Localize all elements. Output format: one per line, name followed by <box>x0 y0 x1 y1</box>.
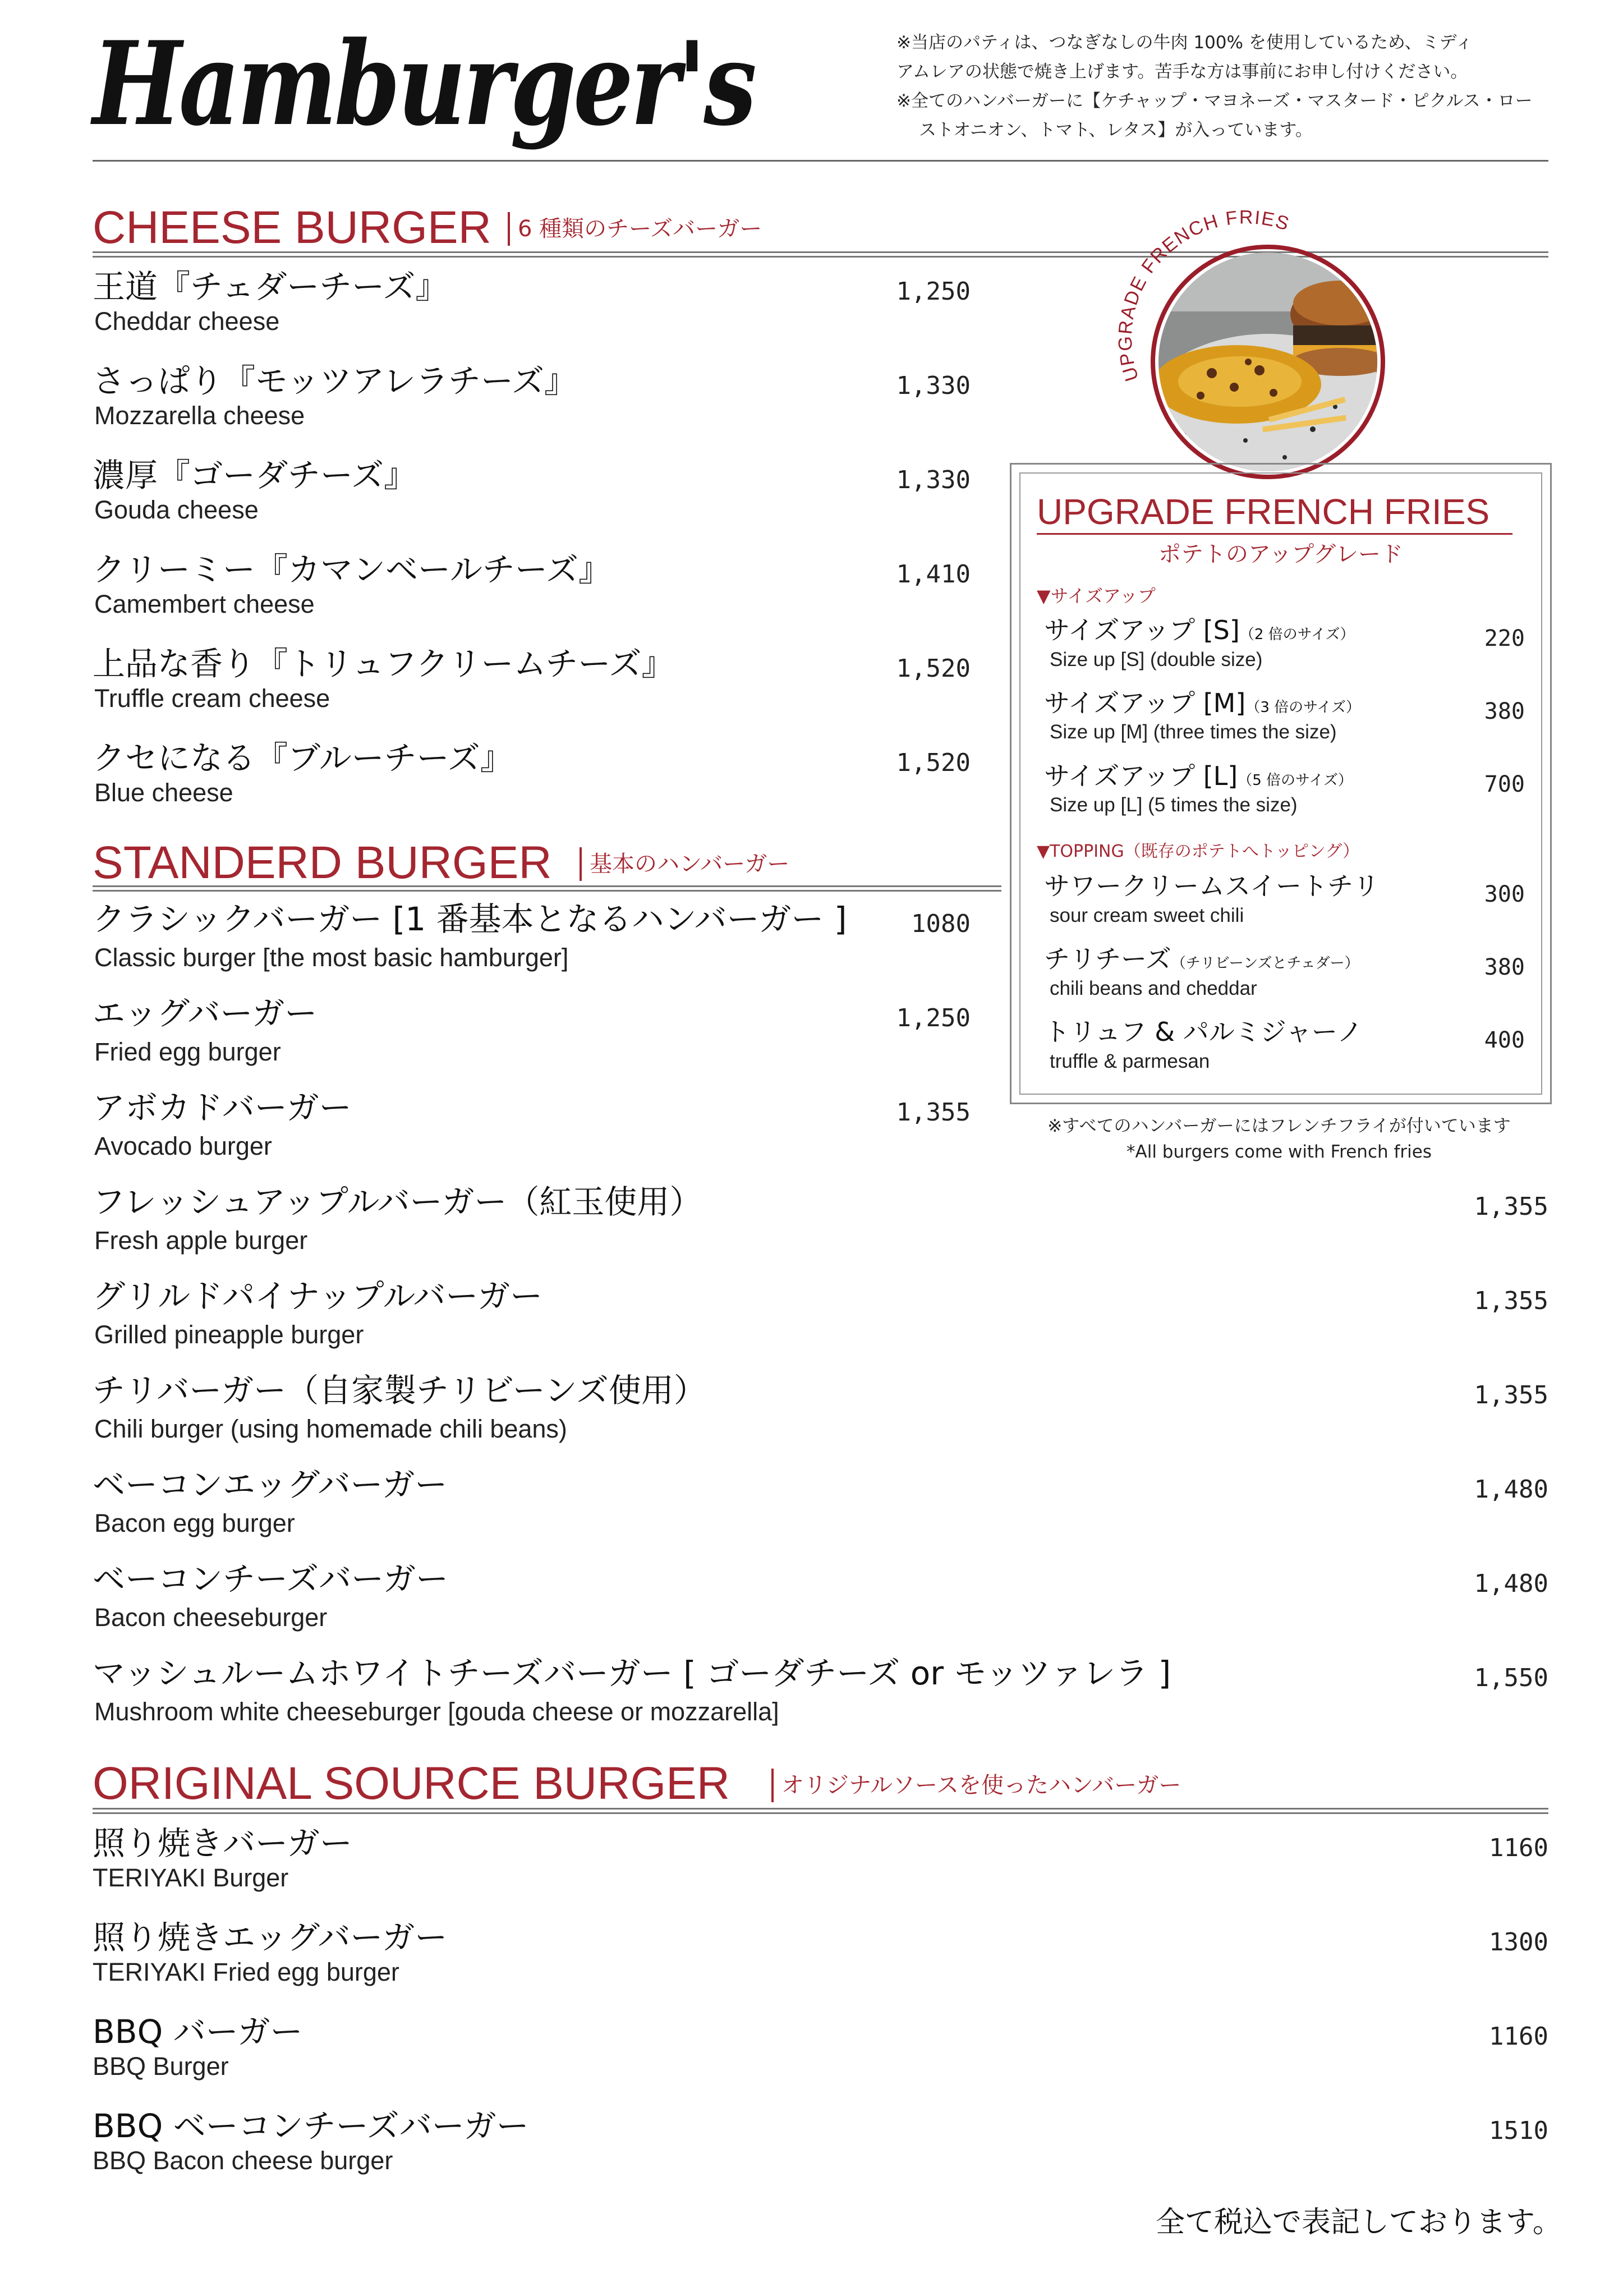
size-item-name: サイズアップ [L]（5 倍のサイズ） <box>1044 761 1353 791</box>
menu-item-price: 1160 <box>1489 2022 1548 2051</box>
topping-item-english: truffle & parmesan <box>1050 1050 1210 1072</box>
menu-item-name: 王道『チェダーチーズ』 <box>93 268 448 306</box>
size-item-english: Size up [M] (three times the size) <box>1050 721 1337 743</box>
menu-item-english: Bacon cheeseburger <box>94 1603 328 1632</box>
size-item-price: 380 <box>1484 699 1525 724</box>
menu-item-english: BBQ Bacon cheese burger <box>93 2146 393 2175</box>
topping-item-name: チリチーズ（チリビーンズとチェダー） <box>1044 944 1359 974</box>
menu-item-name: BBQ バーガー <box>93 2013 303 2051</box>
menu-item-price: 1,355 <box>1474 1381 1548 1409</box>
menu-item-english: Bacon egg burger <box>94 1509 295 1537</box>
note-line: アムレアの状態で焼き上げます。苦手な方は事前にお申し付けください。 <box>896 62 1468 82</box>
menu-item-name: フレッシュアップルバーガー（紅玉使用） <box>93 1183 702 1221</box>
upgrade-title: UPGRADE FRENCH FRIES <box>1037 492 1490 532</box>
menu-item-name: エッグバーガー <box>93 994 318 1032</box>
fries-footnote-en: *All burgers come with French fries <box>1127 1142 1432 1162</box>
header-divider <box>93 160 1548 162</box>
menu-item-price: 1,480 <box>1474 1475 1548 1504</box>
menu-item-english: Classic burger [the most basic hamburger] <box>94 943 569 972</box>
menu-item-name: 照り焼きエッグバーガー <box>93 1918 448 1957</box>
topping-item-english: chili beans and cheddar <box>1050 977 1257 999</box>
menu-item-english: Mushroom white cheeseburger [gouda cheese or mozzarella] <box>94 1697 779 1726</box>
section-title-cheese: CHEESE BURGER <box>93 202 491 253</box>
menu-item-name: マッシュルームホワイトチーズバーガー [ ゴーダチーズ or モッツァレラ ] <box>93 1654 1171 1692</box>
menu-item-price: 1080 <box>911 910 971 938</box>
menu-item-price: 1,480 <box>1474 1569 1548 1598</box>
size-item-price: 220 <box>1484 626 1525 651</box>
upgrade-subtitle: ポテトのアップグレード <box>1158 541 1403 567</box>
menu-item-name: チリバーガー（自家製チリビーンズ使用） <box>93 1371 706 1409</box>
menu-item-price: 1160 <box>1489 1834 1548 1862</box>
menu-item-name: ベーコンエッグバーガー <box>93 1466 448 1504</box>
section-title-original: ORIGINAL SOURCE BURGER <box>93 1758 730 1809</box>
tax-note: 全て税込で表記しております。 <box>1156 2206 1562 2239</box>
section-subtitle-standard: 基本のハンバーガー <box>580 847 789 881</box>
menu-item-price: 1,355 <box>896 1098 971 1127</box>
menu-item-price: 1,550 <box>1474 1664 1548 1692</box>
menu-item-price: 1,330 <box>896 371 971 400</box>
size-item-english: Size up [S] (double size) <box>1050 649 1263 671</box>
note-line: ※当店のパティは、つなぎなしの牛肉 100% を使用しているため、ミディ <box>896 33 1473 53</box>
menu-item-english: TERIYAKI Burger <box>93 1863 289 1892</box>
menu-item-english: Grilled pineapple burger <box>94 1320 364 1349</box>
menu-item-name: 濃厚『ゴーダチーズ』 <box>93 456 417 494</box>
menu-item-name: ベーコンチーズバーガー <box>93 1560 448 1598</box>
menu-item-name: アボカドバーガー <box>93 1089 352 1127</box>
topping-heading: ▼TOPPING（既存のポテトへトッピング） <box>1037 842 1360 861</box>
upgrade-title-underline <box>1037 533 1512 535</box>
menu-item-name: 照り焼きバーガー <box>93 1824 352 1862</box>
size-item-name: サイズアップ [M]（3 倍のサイズ） <box>1044 688 1361 718</box>
menu-item-price: 1,355 <box>1474 1287 1548 1315</box>
menu-item-price: 1,250 <box>896 1004 971 1032</box>
menu-item-price: 1,355 <box>1474 1192 1548 1221</box>
size-item-name: サイズアップ [S]（2 倍のサイズ） <box>1044 615 1355 645</box>
topping-item-name: サワークリームスイートチリ <box>1044 871 1380 901</box>
menu-item-price: 1,520 <box>896 654 971 683</box>
menu-item-english: Mozzarella cheese <box>94 401 305 430</box>
section-subtitle-cheese: 6 種類のチーズバーガー <box>508 212 762 246</box>
curved-label: UPGRADE FRENCH FRIES <box>1114 206 1293 384</box>
menu-item-name: クセになる『ブルーチーズ』 <box>93 739 513 777</box>
menu-item-name: BBQ ベーコンチーズバーガー <box>93 2107 529 2145</box>
menu-item-price: 1,410 <box>896 560 971 589</box>
header-notes <box>896 28 1558 145</box>
burger-photo <box>1100 194 1391 485</box>
menu-item-english: Cheddar cheese <box>94 307 280 336</box>
section-title-standard: STANDERD BURGER <box>93 837 552 888</box>
topping-item-price: 380 <box>1484 954 1525 980</box>
menu-item-name: クラシックバーガー [1 番基本となるハンバーガー ] <box>93 900 847 938</box>
size-heading: ▼サイズアップ <box>1037 585 1156 607</box>
menu-item-price: 1510 <box>1489 2116 1548 2145</box>
menu-item-price: 1,520 <box>896 749 971 777</box>
menu-item-english: Avocado burger <box>94 1132 272 1160</box>
menu-item-english: TERIYAKI Fried egg burger <box>93 1958 399 1986</box>
note-line: ※全てのハンバーガーに【ケチャップ・マヨネーズ・マスタード・ピクルス・ロー <box>896 91 1533 111</box>
section-subtitle-original: オリジナルソースを使ったハンバーガー <box>771 1769 1181 1802</box>
topping-item-name: トリュフ & パルミジャーノ <box>1044 1017 1363 1047</box>
section-divider <box>93 885 1001 892</box>
size-item-english: Size up [L] (5 times the size) <box>1050 794 1298 816</box>
menu-item-english: Fresh apple burger <box>94 1226 308 1255</box>
section-divider <box>93 1808 1548 1814</box>
size-item-price: 700 <box>1484 772 1525 797</box>
menu-item-name: さっぱり『モッツアレラチーズ』 <box>93 362 577 400</box>
menu-item-english: Fried egg burger <box>94 1037 281 1066</box>
menu-item-english: Blue cheese <box>94 778 233 807</box>
logo: Hamburger's <box>93 17 754 151</box>
menu-item-price: 1300 <box>1489 1928 1548 1957</box>
menu-item-english: Camembert cheese <box>94 590 315 618</box>
menu-item-english: Truffle cream cheese <box>94 684 330 713</box>
fries-footnote-jp: ※すべてのハンバーガーにはフレンチフライが付いています <box>1047 1116 1511 1136</box>
topping-item-price: 400 <box>1484 1027 1525 1053</box>
menu-item-name: 上品な香り『トリュフクリームチーズ』 <box>93 645 674 683</box>
menu-item-price: 1,330 <box>896 466 971 494</box>
upgrade-fries-panel <box>1010 463 1552 1104</box>
menu-item-name: クリーミー『カマンベールチーズ』 <box>93 550 611 589</box>
menu-item-name: グリルドパイナップルバーガー <box>93 1277 543 1315</box>
note-line: ストオニオン、トマト、レタス】が入っています。 <box>919 120 1313 140</box>
topping-item-english: sour cream sweet chili <box>1050 904 1244 926</box>
menu-item-english: Gouda cheese <box>94 495 259 524</box>
menu-item-price: 1,250 <box>896 277 971 306</box>
topping-item-price: 300 <box>1484 881 1525 907</box>
menu-item-english: Chili burger (using homemade chili beans) <box>94 1415 567 1443</box>
menu-item-english: BBQ Burger <box>93 2052 229 2081</box>
